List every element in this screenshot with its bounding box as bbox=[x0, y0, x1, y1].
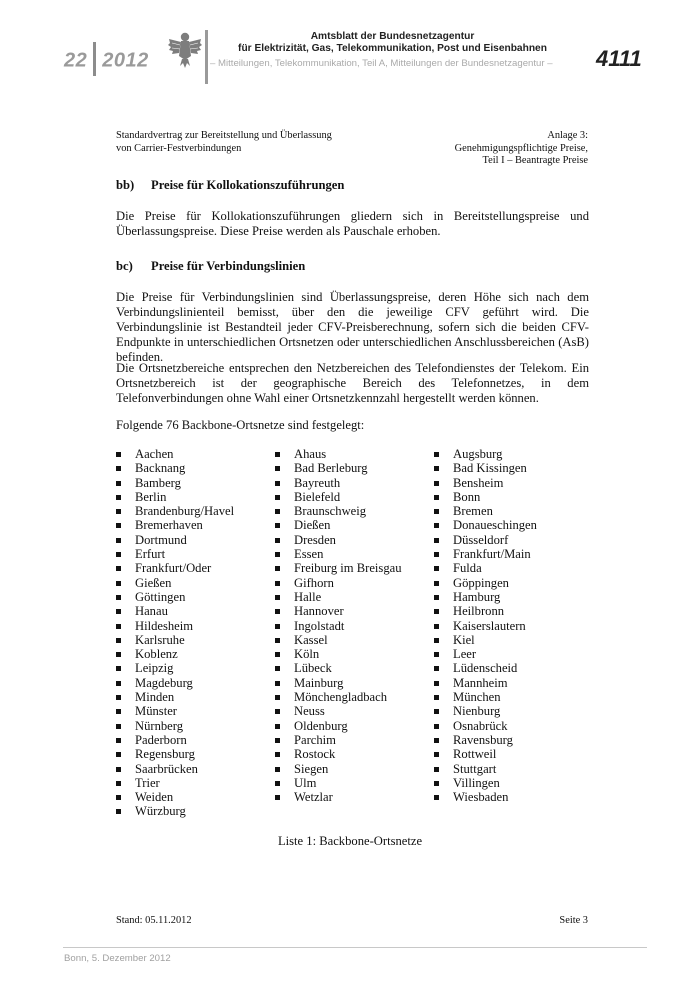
section-bc-number: bc) bbox=[116, 259, 133, 273]
list-item-label: Hannover bbox=[294, 604, 344, 619]
issue-info bbox=[64, 44, 149, 78]
list-item-label: Dresden bbox=[294, 532, 336, 547]
bullet-icon bbox=[275, 709, 280, 714]
bullet-icon bbox=[116, 495, 121, 500]
bullet-icon bbox=[434, 652, 439, 657]
bullet-icon bbox=[116, 566, 121, 571]
list-item-label: Weiden bbox=[135, 790, 174, 805]
bullet-icon bbox=[116, 481, 121, 486]
bullet-icon bbox=[434, 666, 439, 671]
bullet-icon bbox=[275, 652, 280, 657]
list-item-label: Berlin bbox=[135, 489, 167, 504]
list-item-label: Göppingen bbox=[453, 575, 509, 590]
list-item-label: Kassel bbox=[294, 632, 328, 647]
bullet-icon bbox=[275, 666, 280, 671]
bullet-icon bbox=[116, 809, 121, 814]
bullet-icon bbox=[116, 767, 121, 772]
bullet-icon bbox=[116, 609, 121, 614]
doc-page: Seite 3 bbox=[559, 915, 588, 926]
bullet-icon bbox=[275, 566, 280, 571]
list-item-label: Bielefeld bbox=[294, 489, 341, 504]
list-item-label: Wetzlar bbox=[294, 790, 333, 805]
bullet-icon bbox=[434, 767, 439, 772]
list-item-label: Parchim bbox=[294, 732, 336, 747]
list-item-label: Freiburg im Breisgau bbox=[294, 561, 402, 576]
list-item-label: Stuttgart bbox=[453, 761, 497, 776]
list-item-label: Göttingen bbox=[135, 589, 186, 604]
bullet-icon bbox=[116, 523, 121, 528]
section-bc-paragraph2: Die Ortsnetzbereiche entsprechen den Netzbereichen des Telefondienstes der Telekom. Ein Ortsnetzbereich ist der geographische Bereich des Telefonnetzes, in dem Telefonverbindungen ohne Wahl einer Ortsnetzkennzahl hergestellt werden können. bbox=[116, 361, 589, 405]
list-item-label: Wiesbaden bbox=[453, 790, 509, 805]
list-item-label: Rottweil bbox=[453, 747, 497, 762]
issue-separator bbox=[93, 42, 96, 76]
gazette-title-line1: Amtsblatt der Bundesnetzagentur bbox=[310, 31, 475, 42]
page-number: 4111 bbox=[596, 46, 642, 71]
bullet-icon bbox=[116, 666, 121, 671]
list-item-label: Bad Kissingen bbox=[453, 461, 527, 476]
list-item-label: Braunschweig bbox=[294, 504, 367, 519]
bullet-icon bbox=[116, 724, 121, 729]
list-item-label: Regensburg bbox=[135, 747, 195, 762]
bullet-icon bbox=[116, 795, 121, 800]
bullet-icon bbox=[275, 481, 280, 486]
list-item-label: Oldenburg bbox=[294, 718, 348, 733]
list-item-label: Backnang bbox=[135, 461, 186, 476]
bullet-icon bbox=[275, 695, 280, 700]
bullet-icon bbox=[116, 581, 121, 586]
list-item-label: Köln bbox=[294, 647, 320, 662]
bullet-icon bbox=[275, 609, 280, 614]
section-bc-paragraph1: Die Preise für Verbindungslinien sind Überlassungspreise, deren Höhe sich nach dem Verbindungslinienteil bemisst, über den die jeweilige CFV geführt wird. Die Verbindungslinie ist Bestandteil jeder CFV-Preisberechnung, sofern sich die beiden CFV-Endpunkte in unterschiedlichen Ortsnetzen oder unterschiedlichen Anschlussbereichen (AsB) befinden. bbox=[116, 290, 589, 364]
list-item-label: Nürnberg bbox=[135, 718, 184, 733]
bullet-icon bbox=[116, 709, 121, 714]
list-item-label: Düsseldorf bbox=[453, 532, 509, 547]
list-item-label: Nienburg bbox=[453, 704, 501, 719]
list-item-label: Rostock bbox=[294, 747, 336, 762]
bullet-icon bbox=[116, 552, 121, 557]
doc-title bbox=[116, 130, 332, 155]
section-bc-heading bbox=[116, 259, 305, 274]
issue-year: 2012 bbox=[102, 49, 149, 72]
bullet-icon bbox=[434, 609, 439, 614]
list-item-label: Münster bbox=[135, 704, 177, 719]
bullet-icon bbox=[275, 538, 280, 543]
bullet-icon bbox=[116, 624, 121, 629]
list-item-label: Bremen bbox=[453, 504, 493, 519]
bullet-icon bbox=[116, 509, 121, 514]
gazette-title-line2: für Elektrizität, Gas, Telekommunikation, Post und Eisenbahnen bbox=[238, 43, 547, 54]
bullet-icon bbox=[275, 595, 280, 600]
list-item-label: Halle bbox=[294, 589, 322, 604]
bullet-icon bbox=[116, 466, 121, 471]
bullet-icon bbox=[116, 452, 121, 457]
list-item-label: Villingen bbox=[453, 775, 500, 790]
section-bc-title: Preise für Verbindungslinien bbox=[151, 259, 306, 273]
list-item-label: Würzburg bbox=[135, 804, 186, 819]
bullet-icon bbox=[434, 523, 439, 528]
issue-number: 22 bbox=[64, 49, 88, 72]
bullet-icon bbox=[275, 466, 280, 471]
list-item-label: Leipzig bbox=[135, 661, 174, 676]
list-item-label: Brandenburg/Havel bbox=[135, 504, 235, 519]
list-item-label: Kaiserslautern bbox=[453, 618, 526, 633]
list-item-label: Hanau bbox=[135, 604, 168, 619]
bullet-icon bbox=[434, 581, 439, 586]
doc-date: Stand: 05.11.2012 bbox=[116, 915, 192, 926]
bullet-icon bbox=[434, 695, 439, 700]
list-item-label: Hildesheim bbox=[135, 618, 194, 633]
bullet-icon bbox=[434, 552, 439, 557]
list-item-label: Donaueschingen bbox=[453, 518, 537, 533]
bullet-icon bbox=[434, 509, 439, 514]
list-item-label: Lüdenscheid bbox=[453, 661, 518, 676]
list-item-label: Ingolstadt bbox=[294, 618, 345, 633]
bullet-icon bbox=[434, 495, 439, 500]
gazette-title bbox=[215, 31, 570, 55]
list-item-label: Bayreuth bbox=[294, 475, 341, 490]
bullet-icon bbox=[434, 724, 439, 729]
annex-line3: Teil I – Beantragte Preise bbox=[482, 155, 588, 166]
list-item-label: Koblenz bbox=[135, 647, 178, 662]
list-item-label: Augsburg bbox=[453, 447, 503, 461]
bullet-icon bbox=[116, 681, 121, 686]
list-item-label: Bonn bbox=[453, 489, 481, 504]
list-item-label: Frankfurt/Main bbox=[453, 547, 531, 562]
gazette-subtitle: – Mitteilungen, Telekommunikation, Teil A, Mitteilungen der Bundesnetzagentur – bbox=[210, 58, 553, 69]
bullet-icon bbox=[275, 724, 280, 729]
doc-title-line2: von Carrier-Festverbindungen bbox=[116, 142, 242, 154]
bullet-icon bbox=[275, 738, 280, 743]
list-item-label: Gifhorn bbox=[294, 575, 334, 590]
list-item-label: Osnabrück bbox=[453, 718, 508, 733]
section-bb-title: Preise für Kollokationszuführungen bbox=[151, 178, 345, 192]
bullet-icon bbox=[116, 538, 121, 543]
list-item-label: Trier bbox=[135, 775, 160, 790]
section-bb-heading bbox=[116, 178, 344, 193]
list-item-label: Saarbrücken bbox=[135, 761, 198, 776]
bullet-icon bbox=[434, 781, 439, 786]
list-caption: Liste 1: Backbone-Ortsnetze bbox=[277, 834, 423, 848]
list-item-label: Fulda bbox=[453, 561, 482, 576]
bullet-icon bbox=[275, 523, 280, 528]
section-bb-paragraph: Die Preise für Kollokationszuführungen gliedern sich in Bereitstellungspreise und Überlassungspreise. Diese Preise werden als Pauschale erhoben. bbox=[116, 209, 589, 238]
bullet-icon bbox=[275, 624, 280, 629]
list-item-label: Aachen bbox=[135, 447, 174, 461]
doc-title-line1: Standardvertrag zur Bereitstellung und Überlassung bbox=[116, 130, 332, 141]
section-bb-number: bb) bbox=[116, 178, 135, 192]
bullet-icon bbox=[116, 738, 121, 743]
bullet-icon bbox=[434, 538, 439, 543]
bullet-icon bbox=[116, 638, 121, 643]
bullet-icon bbox=[434, 681, 439, 686]
list-item-label: Magdeburg bbox=[135, 675, 193, 690]
list-item-label: Mannheim bbox=[453, 675, 508, 690]
list-item-label: Bensheim bbox=[453, 475, 504, 490]
list-item-label: Paderborn bbox=[135, 732, 187, 747]
list-item-label: Hamburg bbox=[453, 589, 501, 604]
bullet-icon bbox=[434, 566, 439, 571]
list-item-label: Ravensburg bbox=[453, 732, 513, 747]
bullet-icon bbox=[434, 452, 439, 457]
bullet-icon bbox=[275, 752, 280, 757]
list-item-label: Frankfurt/Oder bbox=[135, 561, 212, 576]
list-item-label: Heilbronn bbox=[453, 604, 505, 619]
bullet-icon bbox=[275, 509, 280, 514]
bullet-icon bbox=[434, 624, 439, 629]
doc-annex-info bbox=[455, 130, 588, 168]
bullet-icon bbox=[275, 795, 280, 800]
bullet-icon bbox=[275, 681, 280, 686]
list-item-label: Erfurt bbox=[135, 547, 166, 562]
bullet-icon bbox=[434, 466, 439, 471]
bullet-icon bbox=[275, 781, 280, 786]
bullet-icon bbox=[116, 652, 121, 657]
bullet-icon bbox=[434, 595, 439, 600]
bullet-icon bbox=[116, 595, 121, 600]
bullet-icon bbox=[434, 738, 439, 743]
list-item-label: Siegen bbox=[294, 761, 329, 776]
bullet-icon bbox=[434, 481, 439, 486]
backbone-intro: Folgende 76 Backbone-Ortsnetze sind festgelegt: bbox=[116, 418, 365, 432]
list-item-label: Ulm bbox=[294, 775, 317, 790]
list-item-label: Neuss bbox=[294, 704, 325, 719]
list-item-label: Kiel bbox=[453, 632, 475, 647]
list-item-label: Gießen bbox=[135, 575, 172, 590]
annex-line2: Genehmigungspflichtige Preise, bbox=[454, 142, 588, 154]
list-item-label: Leer bbox=[453, 647, 477, 662]
bullet-icon bbox=[275, 638, 280, 643]
bullet-icon bbox=[116, 752, 121, 757]
publication-date: Bonn, 5. Dezember 2012 bbox=[64, 953, 171, 964]
bullet-icon bbox=[275, 495, 280, 500]
annex-line1: Anlage 3: bbox=[547, 130, 588, 141]
list-item-label: Mönchengladbach bbox=[294, 690, 388, 705]
list-item-label: Dortmund bbox=[135, 532, 187, 547]
list-item-label: Karlsruhe bbox=[135, 632, 185, 647]
list-item-label: Minden bbox=[135, 690, 175, 705]
bullet-icon bbox=[275, 452, 280, 457]
footer-divider bbox=[63, 947, 647, 948]
list-item-label: München bbox=[453, 690, 501, 705]
bullet-icon bbox=[434, 638, 439, 643]
list-item-label: Bad Berleburg bbox=[294, 461, 368, 476]
list-item-label: Mainburg bbox=[294, 675, 344, 690]
header-divider bbox=[205, 30, 208, 84]
list-item-label: Lübeck bbox=[294, 661, 332, 676]
list-item-label: Bremerhaven bbox=[135, 518, 203, 533]
bullet-icon bbox=[116, 781, 121, 786]
bullet-icon bbox=[275, 767, 280, 772]
bullet-icon bbox=[275, 552, 280, 557]
bullet-icon bbox=[275, 581, 280, 586]
list-item-label: Ahaus bbox=[294, 447, 327, 461]
federal-eagle-icon bbox=[166, 30, 204, 70]
list-item-label: Bamberg bbox=[135, 475, 181, 490]
bullet-icon bbox=[116, 695, 121, 700]
list-item-label: Essen bbox=[294, 547, 324, 562]
bullet-icon bbox=[434, 709, 439, 714]
list-item-label: Dießen bbox=[294, 518, 331, 533]
bullet-icon bbox=[434, 752, 439, 757]
bullet-icon bbox=[434, 795, 439, 800]
